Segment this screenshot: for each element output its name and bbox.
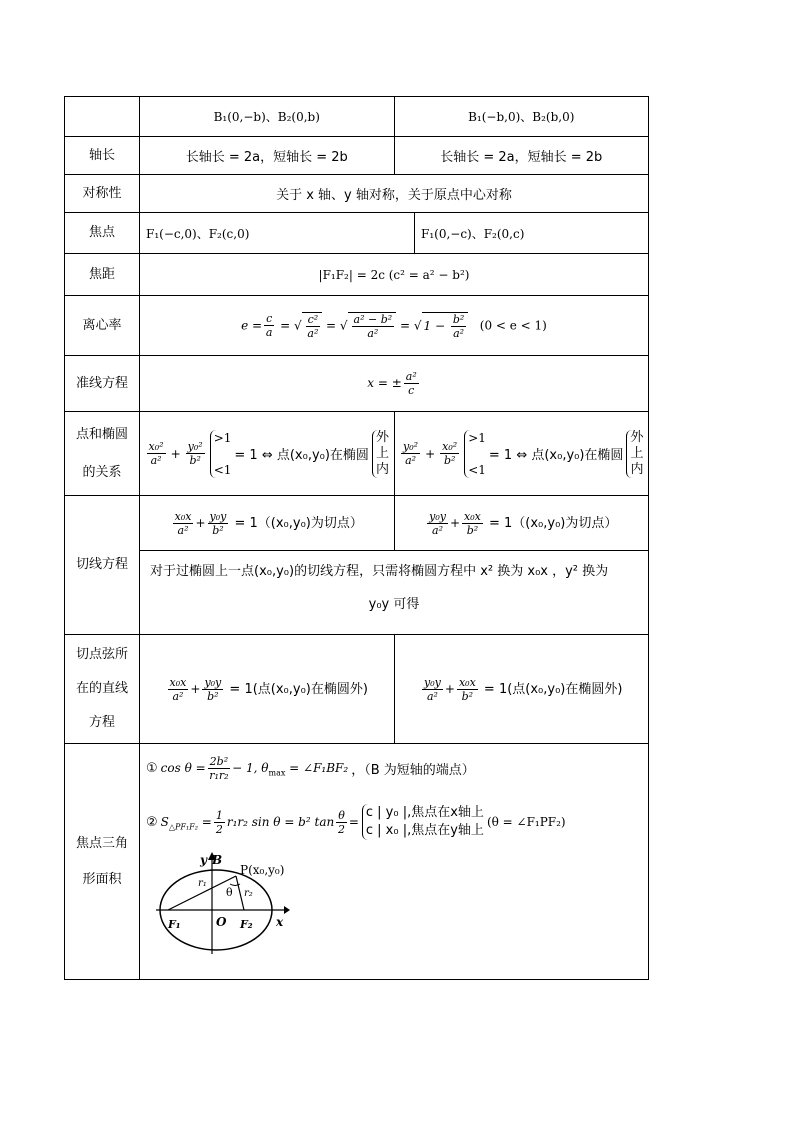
label-foci: 焦点 [65,213,140,254]
tangent-right: $\frac{\text{y₀y}}{\text{a²}}$ + $\frac{\text{x₀x}}{\text{b²}}$ = 1（(x₀,y₀)为切点） [394,496,649,551]
label-point-relation: 点和椭圆 的关系 [65,412,140,496]
tangent-left: $\frac{\text{x₀x}}{\text{a²}}$ + $\frac{\text{y₀y}}{\text{b²}}$ = 1（(x₀,y₀)为切点） [140,496,395,551]
f2-label: F₂ [240,918,253,931]
vertices-left: B₁(0,−b)、B₂(0,b) [140,97,395,137]
label-symmetry: 对称性 [65,175,140,213]
point-relation-left: x₀² a² + y₀² b² >1 <1 = 1 ⇔ 点(x₀,y₀)在椭圆 外 上 内 [140,412,395,496]
r1-label: r₁ [198,878,207,889]
label-directrix: 准线方程 [65,356,140,412]
label-chord: 切点弦所 在的直线 方程 [65,635,140,744]
point-relation-right: y₀² a² + x₀² b² >1 <1 = 1 ⇔ 点(x₀,y₀)在椭圆 外 上 内 [394,412,649,496]
focal-triangle-item-1: ① cos θ = $\frac{\text{2b²}}{\text{r₁r₂}}$ − 1, $\theta_{max}$ = ∠F₁BF₂ ，（B 为短轴的端点） [146,754,475,782]
chord-left: $\frac{\text{x₀x}}{\text{a²}}$ + $\frac{\text{y₀y}}{\text{b²}}$ = 1(点(x₀,y₀)在椭圆外) [140,635,395,744]
r2-label: r₂ [244,888,253,899]
theta-label: θ [226,886,233,899]
axis-length-left: 长轴长 = 2a，短轴长 = 2b [140,137,395,175]
point-p-label: P(x₀,y₀) [240,863,285,877]
label-focal-triangle: 焦点三角 形面积 [65,744,140,980]
focal-triangle-item-2: ② $S_{\triangle PF_1F_2}$ = $\frac{1}{2}$ r₁r₂ sin θ = b² tan $\frac{\theta}{2}$ = c | y₀ |,焦点在x轴上 c | x₀ |,焦点在y轴上 (θ = ∠F₁PF₂) [146,805,566,838]
chord-right: $\frac{\text{y₀y}}{\text{a²}}$ + $\frac{\text{x₀x}}{\text{b²}}$ = 1(点(x₀,y₀)在椭圆外) [394,635,649,744]
symmetry-text: 关于 x 轴、y 轴对称，关于原点中心对称 [140,175,649,213]
eccentricity-range: (0 < e < 1) [479,318,547,332]
point-b-label: B [212,853,223,867]
y-axis-label: y [200,853,207,867]
eccentricity-formula: e = $\frac{c}{a}$ = √ $\frac{\text{c²}}{\text{a²}}$ = √ $\frac{\text{a² − b²}}{\text{a²}}$ = √ 1 − $\frac{\text{b²}}{\text{a²}}$ (0 < e < 1) [140,296,649,356]
label-axis-length: 轴长 [65,137,140,175]
vertices-right: B₁(−b,0)、B₂(b,0) [394,97,649,137]
origin-label: O [216,915,227,929]
label-empty [65,97,140,137]
f1-label: F₁ [168,918,181,931]
axis-length-right: 长轴长 = 2a，短轴长 = 2b [394,137,649,175]
ellipse-properties-table [64,96,649,980]
foci-right: F₁(0,−c)、F₂(0,c) [421,226,525,241]
foci-left: F₁(−c,0)、F₂(c,0) [140,213,415,253]
x-axis-label: x [276,915,284,929]
focal-triangle-cell [140,744,649,980]
directrix-formula: x = ± $\frac{\text{a²}}{c}$ [140,356,649,412]
focal-distance-text: |F₁F₂| = 2c (c² = a² − b²) [140,254,649,296]
tangent-note: 对于过椭圆上一点(x₀,y₀)的切线方程，只需将椭圆方程中 x² 换为 x₀x ，y² 换为 y₀y 可得 [140,551,649,635]
label-focal-distance: 焦距 [65,254,140,296]
label-tangent: 切线方程 [65,496,140,635]
ellipse-figure [152,850,292,954]
label-eccentricity: 离心率 [65,296,140,356]
